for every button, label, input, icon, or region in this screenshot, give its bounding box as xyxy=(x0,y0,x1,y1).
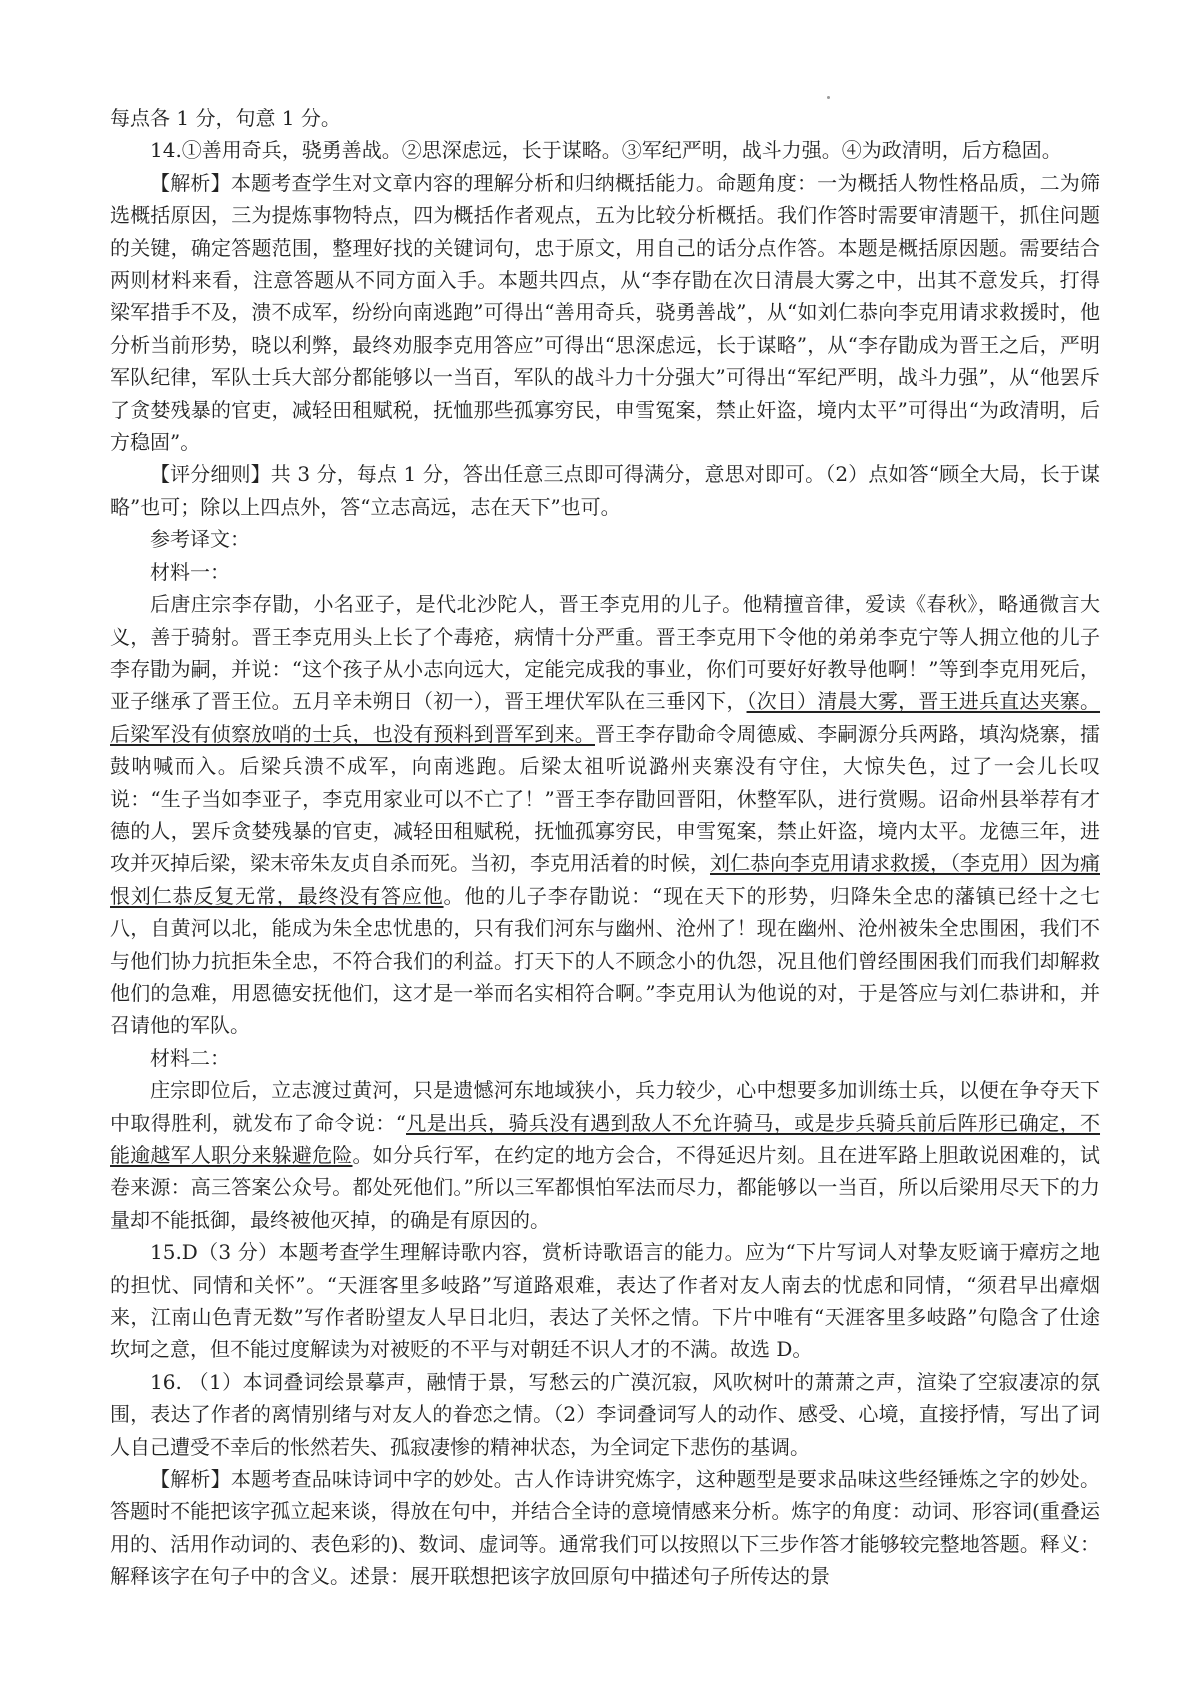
underlined-sentence-2: 刘仁恭向李克用请求救援，（李克用）因为痛恨刘仁恭反复无常，最终没有答应他 xyxy=(110,851,1100,908)
scan-dot xyxy=(827,96,830,99)
material-one-text-part1: 后唐庄宗李存勖，小名亚子，是代北沙陀人，晋王李克用的儿子。他精擅音律，爱读《春秋》，略通微言大义，善于骑射。晋王李克用头上长了个毒疮，病情十分严重。晋王李克用下令他的弟弟李克宁等人拥立他的儿子李存勖为嗣，并说：“这个孩子从小志向远大，定能完成我的事业，你们可要好好教导他啊！”等到李克用死后，亚子继承了晋王位。五月辛未朔日（初一），晋王埋伏军队在三垂冈下， xyxy=(110,592,1100,714)
material-one-text-part2: 晋王李存勖命令周德威、李嗣源分兵两路，填沟烧寨，擂鼓呐喊而入。后梁兵溃不成军，向南逃跑。后梁太祖听说潞州夹寨没有守住，大惊失色，过了一会儿长叹说：“生子当如李亚子，李克用家业可以不亡了！”晋王李存勖回晋阳，休整军队，进行赏赐。诏命州县举荐有才德的人，罢斥贪婪残暴的官吏，减轻田租赋税，抚恤孤寡穷民，申雪冤案，禁止奸盗，境内太平。龙德三年，进攻并灭掉后梁，梁末帝朱友贞自杀而死。当初，李克用活着的时候， xyxy=(110,721,1100,876)
translation-heading: 参考译文： xyxy=(150,527,250,552)
material-two-heading: 材料二： xyxy=(150,1045,230,1070)
material-two-text-part1: 庄宗即位后，立志渡过黄河，只是遗憾河东地域狭小，兵力较少，心中想要多加训练士兵，以便在争夺天下中取得胜利，就发布了命令说：“ xyxy=(110,1078,1100,1135)
document-body xyxy=(110,102,1100,1593)
underlined-sentence-1: （次日）清晨大雾，晋王进兵直达夹寨。后梁军没有侦察放哨的士兵，也没有预料到晋军到来。 xyxy=(110,689,1101,746)
material-two-text xyxy=(110,1074,1100,1236)
scoring-rules-14: 【评分细则】共 3 分，每点 1 分，答出任意三点即可得满分，意思对即可。（2）点如答“顾全大局，长于谋略”也可；除以上四点外，答“立志高远，志在天下”也可。 xyxy=(110,462,1100,519)
underlined-sentence-3: 凡是出兵，骑兵没有遇到敌人不允许骑马，或是步兵骑兵前后阵形已确定，不能逾越军人职分来躲避危险 xyxy=(110,1110,1101,1167)
material-one-heading: 材料一： xyxy=(150,559,230,584)
answer-14: 14.①善用奇兵，骁勇善战。②思深虑远，长于谋略。③军纪严明，战斗力强。④为政清明，后方稳固。 xyxy=(150,138,1062,163)
material-one-text-part3: 。他的儿子李存勖说：“现在天下的形势，归降朱全忠的藩镇已经十之七八，自黄河以北，能成为朱全忠忧患的，只有我们河东与幽州、沧州了！现在幽州、沧州被朱全忠围困，我们不与他们协力抗拒朱全忠，不符合我们的利益。打天下的人不顾念小的仇怨，况且他们曾经围困我们而我们却解救他们的急难，用恩德安抚他们，这才是一举而名实相符合啊。”李克用认为他说的对，于是答应与刘仁恭讲和，并召请他的军队。 xyxy=(110,883,1100,1038)
material-one-text xyxy=(110,588,1100,1042)
paragraph-scoring-note: 每点各 1 分，句意 1 分。 xyxy=(110,106,341,130)
answer-15: 15.D（3 分）本题考查学生理解诗歌内容，赏析诗歌语言的能力。应为“下片写词人对挚友贬谪于瘴疠之地的担忧、同情和关怀”。“天涯客里多岐路”写道路艰难，表达了作者对友人南去的忧虑和同情，“须君早出瘴烟来，江南山色青无数”写作者盼望友人早日北归，表达了关怀之情。下片中唯有“天涯客里多岐路”句隐含了仕途坎坷之意，但不能过度解读为对被贬的不平与对朝廷不识人才的不满。故选 D。 xyxy=(110,1240,1100,1362)
analysis-14: 【解析】本题考查学生对文章内容的理解分析和归纳概括能力。命题角度：一为概括人物性格品质，二为筛选概括原因，三为提炼事物特点，四为概括作者观点，五为比较分析概括。我们作答时需要审清题干，抓住问题的关键，确定答题范围，整理好找的关键词句，忠于原文，用自己的话分点作答。本题是概括原因题。需要结合两则材料来看，注意答题从不同方面入手。本题共四点，从“李存勖在次日清晨大雾之中，出其不意发兵，打得梁军措手不及，溃不成军，纷纷向南逃跑”可得出“善用奇兵，骁勇善战”，从“如刘仁恭向李克用请求救援时，他分析当前形势，晓以利弊，最终劝服李克用答应”可得出“思深虑远，长于谋略”，从“李存勖成为晋王之后，严明军队纪律，军队士兵大部分都能够以一当百，军队的战斗力十分强大”可得出“军纪严明，战斗力强”，从“他罢斥了贪婪残暴的官吏，减轻田租赋税，抚恤那些孤寡穷民，申雪冤案，禁止奸盗，境内太平”可得出“为政清明，后方稳固”。 xyxy=(110,170,1100,455)
material-two-text-part2: 。如分兵行军，在约定的地方会合，不得延迟片刻。且在进军路上胆敢说困难的，试卷来源：高三答案公众号。都处死他们。”所以三军都惧怕军法而尽力，都能够以一当百，所以后梁用尽天下的力量却不能抵御，最终被他灭掉，的确是有原因的。 xyxy=(110,1143,1100,1232)
answer-16: 16. （1）本词叠词绘景摹声，融情于景，写愁云的广漠沉寂，风吹树叶的萧萧之声，渲染了空寂凄凉的氛围，表达了作者的离情别绪与对友人的眷恋之情。（2）李词叠词写人的动作、感受、心境，直接抒情，写出了词人自己遭受不幸后的怅然若失、孤寂凄惨的精神状态，为全词定下悲伤的基调。 xyxy=(110,1369,1100,1459)
analysis-16: 【解析】本题考查品味诗词中字的妙处。古人作诗讲究炼字，这种题型是要求品味这些经锤炼之字的妙处。答题时不能把该字孤立起来谈，得放在句中，并结合全诗的意境情感来分析。炼字的角度：动词、形容词(重叠运用的、活用作动词的、表色彩的)、数词、虚词等。通常我们可以按照以下三步作答才能够较完整地答题。释义：解释该字在句子中的含义。述景：展开联想把该字放回原句中描述句子所传达的景 xyxy=(110,1467,1100,1589)
